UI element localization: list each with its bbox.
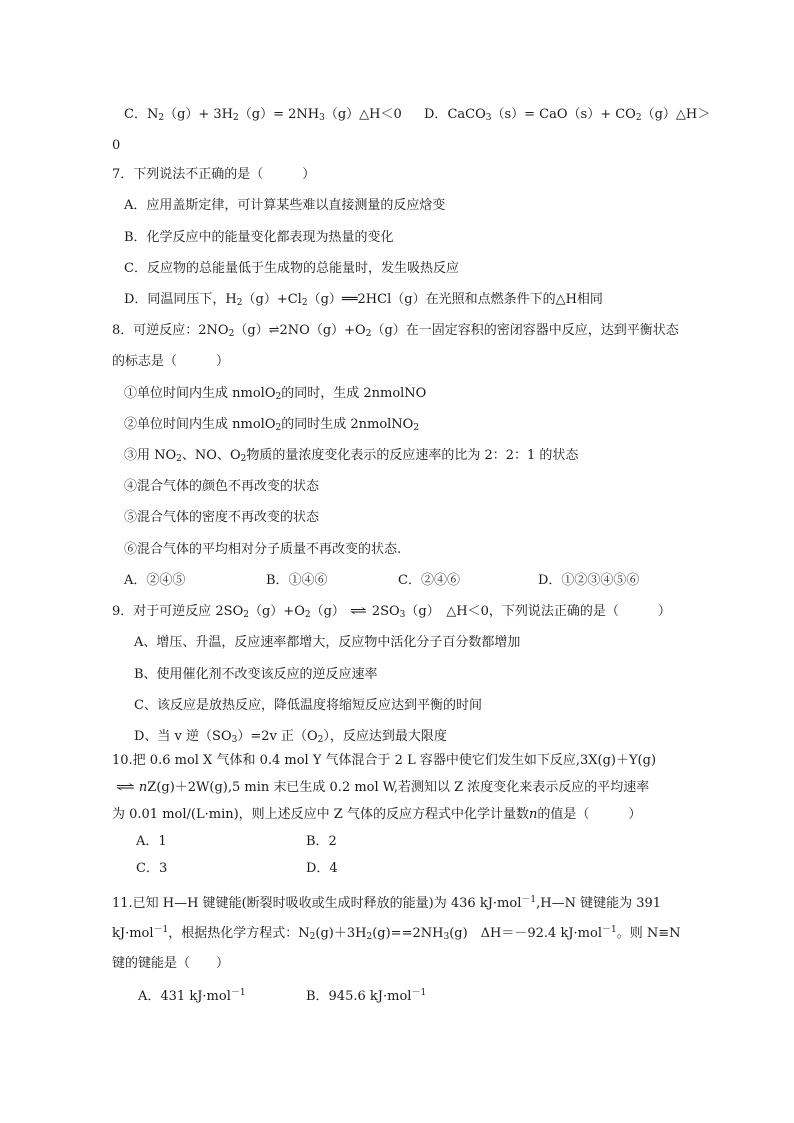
q8-option-d: D．①②③④⑤⑥ <box>538 573 640 588</box>
q10-option-c: C．3 <box>136 861 168 876</box>
reversible-arrow-icon: ⇌ <box>115 780 136 795</box>
q8-option-b: B．①④⑥ <box>266 573 328 588</box>
q10-option-b: B．2 <box>306 834 337 849</box>
q7-option-d: D．同温同压下，$H_2(g)+Cl_2(g)══2HCl(g)$在光照和点燃条件下的△H相同 <box>124 292 603 308</box>
q9-option-b: B、使用催化剂不改变该反应的逆反应速率 <box>134 667 378 682</box>
q11-option-a: A．431 kJ·mol$^{-1}$ <box>138 988 246 1004</box>
q9-option-d: D、当 v 逆$(SO_3)=2v$ 正$(O_2)$，反应达到最大限度 <box>134 729 447 745</box>
q8-option-a: A．②④⑤ <box>124 573 186 588</box>
q9-stem: 9．对于可逆反应 $2SO_2(g)+O_2(g)$ ⇌ $2SO_3(g)$ △H＜0，下列说法正确的是（ ） <box>112 604 671 620</box>
q8-item-4: ④混合气体的颜色不再改变的状态 <box>124 479 320 494</box>
q8-option-c: C．②④⑥ <box>398 573 460 588</box>
q10-line-1: 10.把 0.6 mol X 气体和 0.4 mol Y 气体混合于 2 L 容器中使它们发生如下反应,3X(g)＋Y(g) <box>112 753 657 768</box>
q8-item-6: ⑥混合气体的平均相对分子质量不再改变的状态. <box>124 542 402 557</box>
q11-line-3: 键的键能是（ ） <box>112 956 230 971</box>
q8-item-3: ③用 $NO_2$、NO、$O_2$物质的量浓度变化表示的反应速率的比为 2：2：1 的状态 <box>124 448 579 464</box>
q11-option-b: B．945.6 kJ·mol$^{-1}$ <box>306 988 427 1004</box>
q6-option-c: C．$N_2(g)+ 3H_2(g)=$ $2NH_3(g)\triangle H<0$ <box>124 107 402 123</box>
q6-option-d-continued: 0 <box>112 138 121 153</box>
q7-stem: 7．下列说法不正确的是（ ） <box>112 167 316 182</box>
q10-line-2: ⇌ nZ(g)＋2W(g),5 min 末已生成 0.2 mol W,若测知以 Z 浓度变化来表示反应的平均速率 <box>115 780 650 795</box>
q10-line-3: 为 0.01 mol/(L·min)，则上述反应中 Z 气体的反应方程式中化学计量数n的值是（ ） <box>112 807 642 822</box>
q7-option-a: A．应用盖斯定律，可计算某些难以直接测量的反应焓变 <box>124 198 446 213</box>
q8-stem: 8．可逆反应：$2NO_2(g)\rightleftharpoons 2NO(g)+O_2(g)$在一固定容积的密闭容器中反应，达到平衡状态 <box>112 323 679 339</box>
q9-option-c: C、该反应是放热反应，降低温度将缩短反应达到平衡的时间 <box>134 698 482 713</box>
q8-item-2: ②单位时间内生成 nmolO$_2$的同时生成 2nmolNO$_2$ <box>124 417 420 433</box>
q7-option-b: B．化学反应中的能量变化都表现为热量的变化 <box>124 230 394 245</box>
q8-item-5: ⑤混合气体的密度不再改变的状态 <box>124 510 320 525</box>
q10-option-d: D．4 <box>306 861 338 876</box>
q6-option-d: D．CaCO$_3$（s）= $CaO(s)+ CO_2(g)\triangle H>$ <box>424 107 711 123</box>
q8-stem-continued: 的标志是（ ） <box>112 354 230 369</box>
q8-item-1: ①单位时间内生成 nmolO$_2$的同时，生成 2nmolNO <box>124 386 427 402</box>
q11-line-2: kJ·mol$^{-1}$，根据热化学方程式：$N_2(g)+3H_2(g)==2NH_3(g)$ ΔH＝－92.4 kJ·mol$^{-1}$。则 N≡N <box>112 925 681 942</box>
q7-option-c: C．反应物的总能量低于生成物的总能量时，发生吸热反应 <box>124 261 459 276</box>
q11-line-1: 11.已知 H—H 键键能(断裂时吸收或生成时释放的能量)为 436 kJ·mol$^{-1}$,H—N 键键能为 391 <box>112 895 662 911</box>
q10-option-a: A．1 <box>136 834 167 849</box>
reversible-arrow-icon: ⇌ <box>349 604 368 619</box>
q9-option-a: A、增压、升温，反应速率都增大，反应物中活化分子百分数都增加 <box>134 635 521 650</box>
